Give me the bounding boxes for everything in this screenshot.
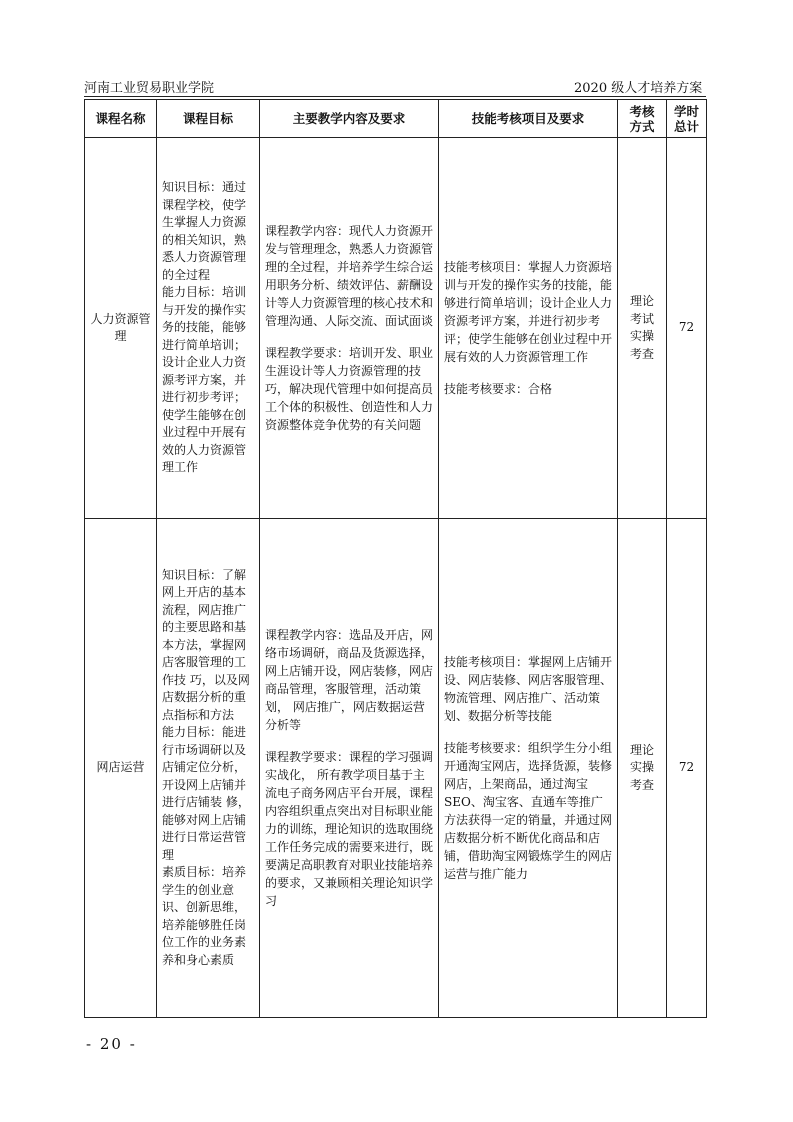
exam-method-line: 考试 [629,311,654,326]
curriculum-table [84,99,707,1018]
teaching-requirement-text: 课程教学要求：培训开发、职业生涯设计等人力资源管理的技巧，解决现代管理中如何提高员工个体的积极性、创造性和人力资源整体竞争优势的有关问题 [265,346,434,432]
hours-header-line1: 学时 [673,103,699,119]
skill-assessment-cell [439,138,618,519]
total-hours-cell: 72 [667,138,707,519]
exam-method-line: 考查 [629,346,654,361]
quality-goal: 素质目标：培养学生的创业意识、创新思维，培养能够胜任岗位工作的业务素养和身心素质 [162,865,247,967]
exam-method-line: 实操 [629,760,654,775]
course-name-cell: 人力资源管理 [85,138,157,519]
knowledge-goal: 知识目标：通过课程学校，使学生掌握人力资源的相关知识，熟悉人力资源管理的全过程 [162,180,247,282]
skill-item-text: 技能考核项目：掌握网上店铺开设、网店装修、网店客服管理、物流管理、网店推广、活动策划、数据分析等技能 [444,655,613,723]
exam-method-line: 理论 [629,294,654,308]
hours-header-line2: 总计 [673,118,699,134]
teaching-content-cell [260,519,439,1018]
teaching-content-text: 课程教学内容：选品及开店，网络市场调研，商品及货源选择， 网上店铺开设，网店装修，网店商品管理，客服管理，活动策划， 网店推广，网店数据运营分析等 [265,628,434,732]
course-name-cell: 网店运营 [85,519,157,1018]
skill-assessment-cell [439,519,618,1018]
ability-goal: 能力目标：能进行市场调研以及店铺定位分析，开设网上店铺并进行店铺装 修，能够对网上店铺进行日常运营管理 [162,725,250,862]
course-goal-cell [157,519,260,1018]
skill-requirement-text: 技能考核要求：组织学生分小组开通淘宝网店，选择货源，装修网店，上架商品，通过淘宝 SEO、淘宝客、直通车等推广方法获得一定的销量，并通过网店数据分析不断优化商品和店铺，借助淘宝网锻炼学生的网店运营与推广能力 [444,741,613,881]
header-school-name: 河南工业贸易职业学院 [84,81,215,96]
course-goal-cell [157,138,260,519]
exam-method-cell [618,519,667,1018]
header-divider [84,96,706,97]
teaching-requirement-text: 课程教学要求：课程的学习强调实战化， 所有教学项目基于主流电子商务网店平台开展，课程内容组织重点突出对目标职业能力的训练，理论知识的选取围绕工作任务完成的需要来进行，既要满足高职教育对职业技能培养的要求，又兼顾相关理论知识学习 [265,750,434,908]
page-number: - 20 - [86,1035,137,1053]
column-header-course-name: 课程名称 [85,100,157,138]
ability-goal: 能力目标：培训与开发的操作实务的技能，能够进行简单培训；设计企业人力资源考评方案，并进行初步考评；使学生能够在创业过程中开展有效的人力资源管理工作 [162,285,247,475]
column-header-teaching-content: 主要教学内容及要求 [260,100,439,138]
column-header-total-hours [667,100,707,138]
column-header-exam-method [618,100,667,138]
teaching-content-text: 课程教学内容：现代人力资源开发与管理理念，熟悉人力资源管理的全过程，并培养学生综合运用职务分析、绩效评估、薪酬设计等人力资源管理的核心技术和管理沟通、人际交流、面试面谈 [265,224,434,328]
exam-header-line1: 考核 [629,103,655,119]
total-hours-cell: 72 [667,519,707,1018]
teaching-content-cell [260,138,439,519]
exam-method-cell [618,138,667,519]
table-row [85,138,707,519]
skill-item-text: 技能考核项目：掌握人力资源培训与开发的操作实务的技能，能够进行简单培训；设计企业人力资源考评方案，并进行初步考评；使学生能够在创业过程中开展有效的人力资源管理工作 [444,260,613,364]
exam-header-line2: 方式 [629,118,655,134]
exam-method-line: 实操 [629,329,654,343]
column-header-skill-assessment: 技能考核项目及要求 [439,100,618,138]
table-row [85,519,707,1018]
column-header-course-goal: 课程目标 [157,100,260,138]
knowledge-goal: 知识目标：了解网上开店的基本流程，网店推广的主要思路和基本方法，掌握网店客服管理的工作技 巧，以及网店数据分析的重点指标和方法 [162,567,250,722]
skill-requirement-text: 技能考核要求：合格 [444,382,553,396]
header-plan-title: 2020 级人才培养方案 [574,81,703,96]
exam-method-line: 理论 [629,742,654,757]
exam-method-line: 考查 [629,777,654,792]
table-header-row [85,100,707,138]
